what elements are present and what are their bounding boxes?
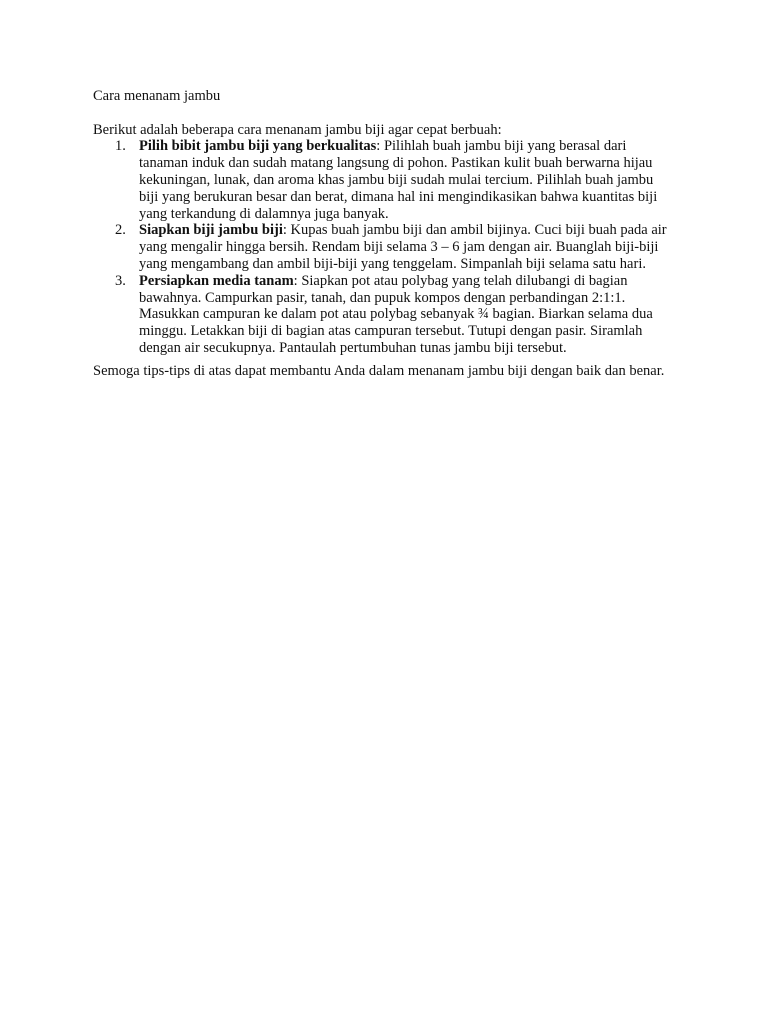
steps-list (93, 138, 673, 356)
closing-paragraph: Semoga tips-tips di atas dapat membantu Anda dalam menanam jambu biji dengan baik dan benar. (93, 362, 665, 379)
list-item-number: 3. (115, 272, 126, 289)
list-item-text: : Kupas buah jambu biji dan ambil bijinya. Cuci biji buah pada air yang mengalir hingga bersih. Rendam biji selama 3 – 6 jam dengan air. Buanglah biji-biji yang mengambang dan ambil biji-biji yang tenggelam. Simpanlah biji selama satu hari. (139, 222, 667, 272)
list-item (93, 138, 673, 222)
list-item (93, 273, 673, 357)
document-page (93, 88, 673, 380)
list-item-title: Siapkan biji jambu biji (139, 222, 283, 239)
list-item (93, 222, 673, 272)
list-item-text: : Pilihlah buah jambu biji yang berasal dari tanaman induk dan sudah matang langsung di pohon. Pastikan kulit buah berwarna hijau kekuningan, lunak, dan aroma khas jambu biji sudah mulai tercium. Pilihlah buah jambu biji yang berukuran besar dan berat, dimana hal ini mengindikasikan bahwa kuantitas biji yang terkandung di dalamnya juga banyak. (139, 138, 658, 222)
document-title: Cara menanam jambu (93, 88, 221, 104)
list-item-text: : Siapkan pot atau polybag yang telah dilubangi di bagian bawahnya. Campurkan pasir, tanah, dan pupuk kompos dengan perbandingan 2:1:1. Masukkan campuran ke dalam pot atau polybag sebanyak ¾ bagian. Biarkan selama dua minggu. Letakkan biji di bagian atas campuran tersebut. Tutupi dengan pasir. Siramlah dengan air secukupnya. Pantaulah pertumbuhan tunas jambu biji tersebut. (139, 272, 653, 356)
intro-paragraph: Berikut adalah beberapa cara menanam jambu biji agar cepat berbuah: (93, 121, 502, 138)
list-item-number: 2. (115, 222, 126, 239)
list-item-number: 1. (115, 138, 126, 155)
list-item-title: Pilih bibit jambu biji yang berkualitas (139, 138, 377, 155)
list-item-title: Persiapkan media tanam (139, 272, 294, 289)
